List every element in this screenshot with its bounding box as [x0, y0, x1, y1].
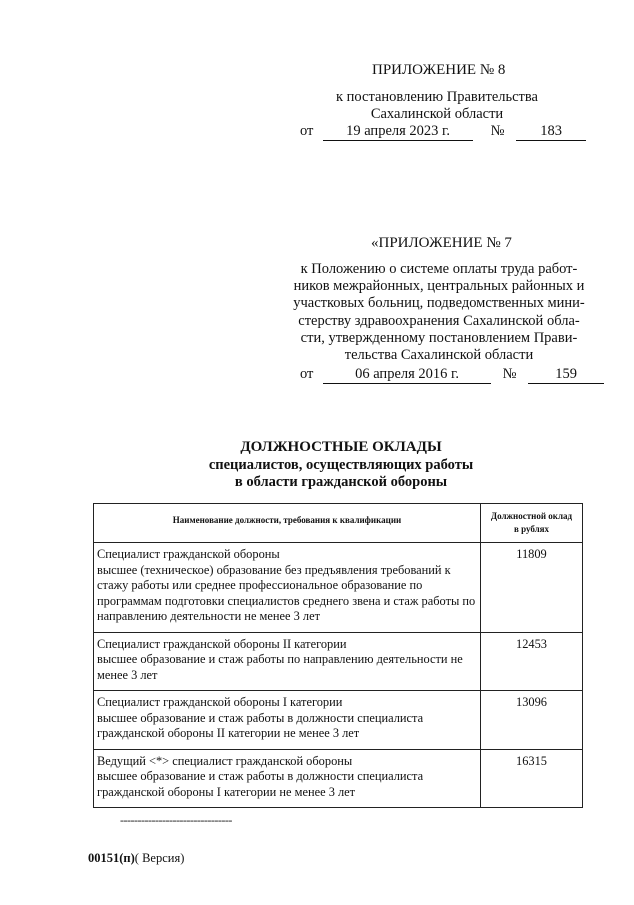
salary-cell: 16315	[481, 749, 583, 808]
appendix-8-line2: Сахалинской области	[370, 106, 504, 122]
appendix-8-date-row	[300, 123, 586, 141]
position-cell	[94, 632, 481, 691]
position-requirements: высшее образование и стаж работы по направлению деятельности не менее 3 лет	[97, 652, 463, 682]
document-code	[88, 851, 184, 866]
appendix-7-text	[284, 261, 594, 364]
appendix-7-line: ников межрайонных, центральных районных и	[293, 278, 585, 295]
salary-column-header	[481, 504, 583, 543]
position-column-header: Наименование должности, требования к квалификации	[94, 504, 481, 543]
appendix-7-line: к Положению о системе оплаты труда работ-	[300, 261, 578, 277]
table-row	[94, 749, 583, 808]
appendix-7-title: «ПРИЛОЖЕНИЕ № 7	[371, 235, 512, 251]
position-name: Ведущий <*> специалист гражданской обороны	[97, 753, 353, 768]
position-cell	[94, 749, 481, 808]
salary-header-line: Должностной оклад	[490, 511, 573, 521]
salary-table	[93, 503, 583, 808]
salary-cell: 12453	[481, 632, 583, 691]
decree-number: 183	[516, 123, 586, 141]
appendix-7-line: участковых больниц, подведомственных мини-	[293, 295, 585, 312]
salary-header-line: в рублях	[513, 524, 550, 534]
appendix-8-line1: к постановлению Правительства	[336, 89, 538, 105]
position-requirements: высшее образование и стаж работы в должности специалиста гражданской обороны II категории не менее 3 лет	[97, 710, 424, 740]
num-label: №	[490, 123, 505, 139]
document-title: ДОЛЖНОСТНЫЕ ОКЛАДЫ	[240, 439, 442, 455]
footnote-separator: --------------------------------	[120, 813, 232, 827]
ot-label: от	[300, 123, 314, 139]
table-header-row	[94, 504, 583, 543]
num-label: №	[502, 366, 517, 382]
document-code-version: ( Версия)	[134, 851, 185, 865]
position-name: Специалист гражданской обороны	[97, 547, 280, 561]
appendix-7-line: тельства Сахалинской области	[344, 347, 534, 364]
document-code-number: 00151(п)	[88, 851, 135, 865]
appendix-7-date-row	[300, 366, 604, 384]
appendix-8-title: ПРИЛОЖЕНИЕ № 8	[372, 62, 506, 78]
position-cell	[94, 691, 481, 750]
table-row	[94, 632, 583, 691]
document-subtitle-2: в области гражданской обороны	[234, 474, 448, 490]
appendix-7-line: сти, утвержденному постановлением Прави-	[300, 329, 578, 346]
position-name: Специалист гражданской обороны I категории	[97, 695, 343, 709]
position-name: Специалист гражданской обороны II категории	[97, 636, 347, 651]
decree-date: 19 апреля 2023 г.	[323, 123, 473, 141]
salary-cell: 11809	[481, 543, 583, 633]
table-row	[94, 691, 583, 750]
position-cell	[94, 543, 481, 633]
salary-cell: 13096	[481, 691, 583, 750]
regulation-date: 06 апреля 2016 г.	[323, 366, 491, 384]
appendix-7-line: стерству здравоохранения Сахалинской обла-	[298, 312, 580, 329]
position-requirements: высшее (техническое) образование без предъявления требований к стажу работы или среднее профессиональное образование по программам подготовки специалистов среднего звена и стаж работы по направлению деятельности не менее 3 лет	[97, 562, 476, 623]
position-requirements: высшее образование и стаж работы в должности специалиста гражданской обороны I категории не менее 3 лет	[97, 769, 424, 799]
table-row	[94, 543, 583, 633]
regulation-number: 159	[528, 366, 604, 384]
document-subtitle-1: специалистов, осуществляющих работы	[208, 457, 474, 473]
ot-label: от	[300, 366, 314, 382]
